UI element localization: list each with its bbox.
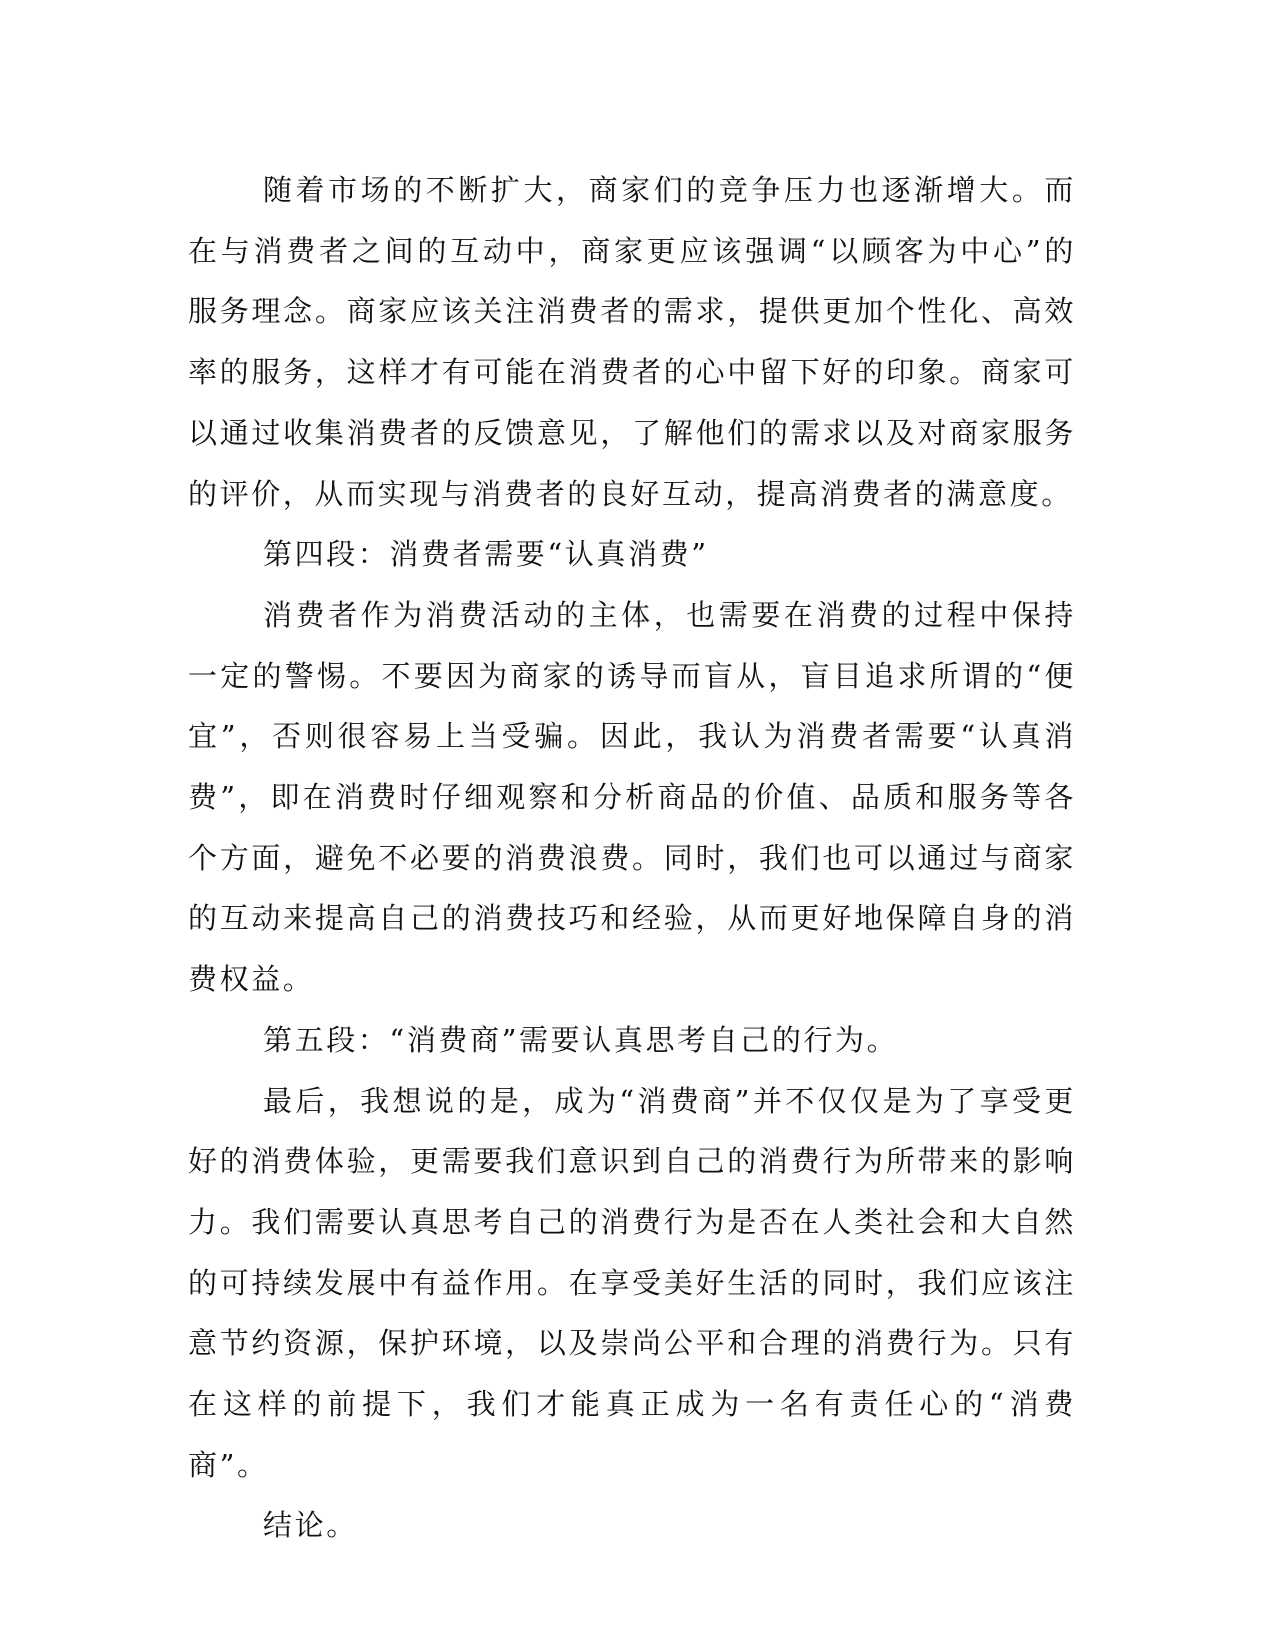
paragraph-careful-consumption: 消费者作为消费活动的主体，也需要在消费的过程中保持一定的警惕。不要因为商家的诱导而盲从，盲目追求所谓的“便宜”，否则很容易上当受骗。因此，我认为消费者需要“认真消费”，即在消费时仔细观察和分析商品的价值、品质和服务等各个方面，避免不必要的消费浪费。同时，我们也可以通过与商家的互动来提高自己的消费技巧和经验，从而更好地保障自身的消费权益。 [188, 597, 1076, 997]
document-body [188, 160, 1076, 1556]
paragraph-responsible-consumer: 最后，我想说的是，成为“消费商”并不仅仅是为了享受更好的消费体验，更需要我们意识到自己的消费行为所带来的影响力。我们需要认真思考自己的消费行为是否在人类社会和大自然的可持续发展中有益作用。在享受美好生活的同时，我们应该注意节约资源，保护环境，以及崇尚公平和合理的消费行为。只有在这样的前提下，我们才能真正成为一名有责任心的“消费商”。 [188, 1083, 1076, 1482]
section-heading-5: 第五段：“消费商”需要认真思考自己的行为。 [263, 1022, 899, 1057]
section-heading-conclusion: 结论。 [263, 1508, 358, 1543]
section-heading-4: 第四段：消费者需要“认真消费” [263, 537, 709, 572]
paragraph-merchant-interaction: 随着市场的不断扩大，商家们的竞争压力也逐渐增大。而在与消费者之间的互动中，商家更应该强调“以顾客为中心”的服务理念。商家应该关注消费者的需求，提供更加个性化、高效率的服务，这样才有可能在消费者的心中留下好的印象。商家可以通过收集消费者的反馈意见，了解他们的需求以及对商家服务的评价，从而实现与消费者的良好互动，提高消费者的满意度。 [188, 173, 1076, 511]
